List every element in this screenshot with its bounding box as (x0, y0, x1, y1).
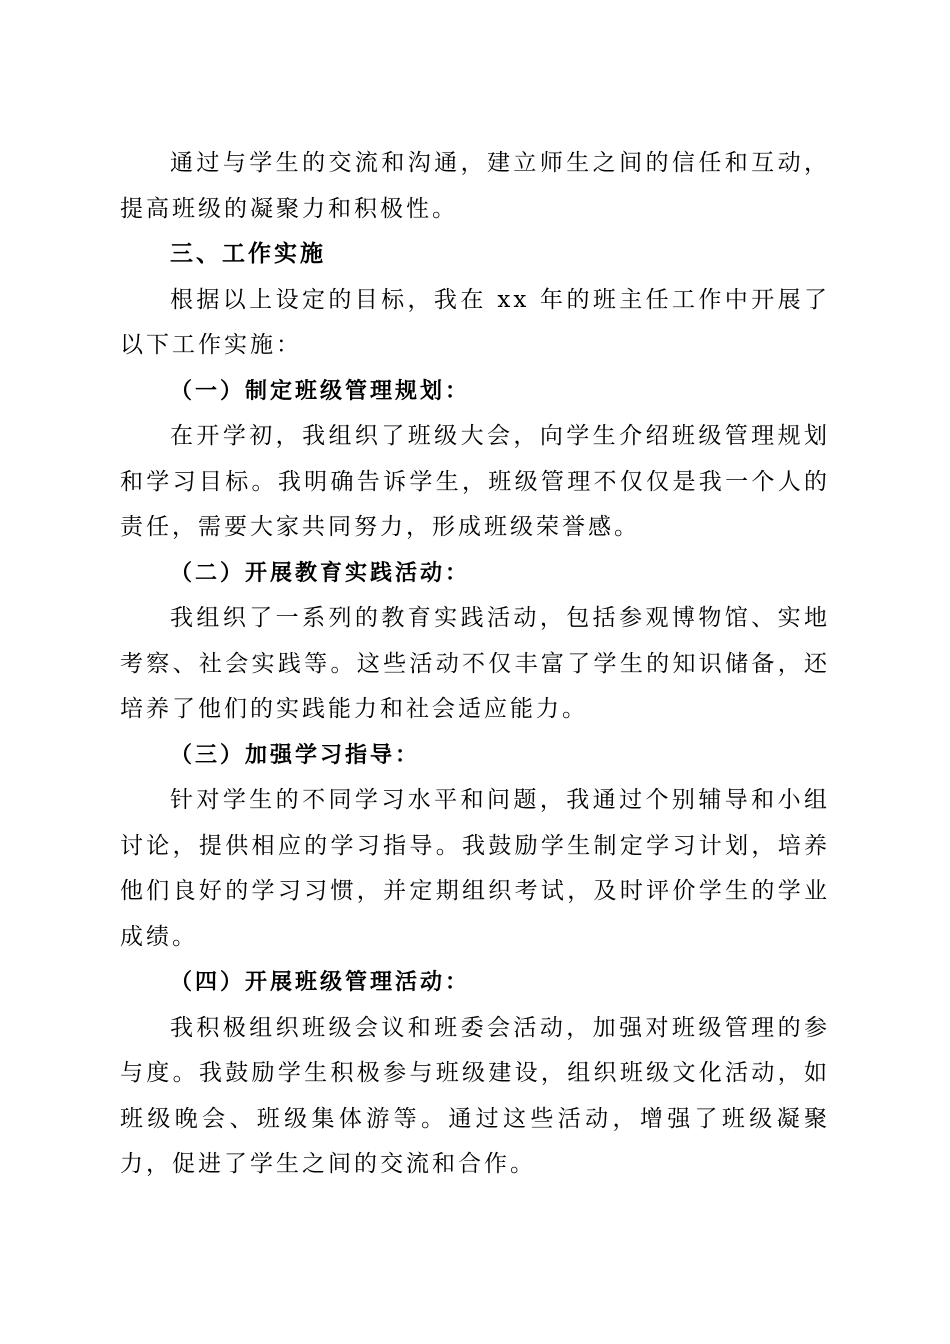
section-heading-work-implementation: 三、工作实施 (170, 241, 326, 267)
subheading-class-management-activities: （四）开展班级管理活动： (170, 969, 471, 995)
paragraph-class-management-plan: 在开学初，我组织了班级大会，向学生介绍班级管理规划和学习目标。我明确告诉学生，班级管理不仅仅是我一个人的责任，需要大家共同努力，形成班级荣誉感。 (120, 423, 830, 540)
paragraph-class-management-activities: 我积极组织班级会议和班委会活动，加强对班级管理的参与度。我鼓励学生积极参与班级建设，组织班级文化活动，如班级晚会、班级集体游等。通过这些活动，增强了班级凝聚力，促进了学生之间的交流和合作。 (120, 1014, 830, 1177)
subheading-study-guidance: （三）加强学习指导： (170, 741, 421, 768)
document-body (120, 141, 830, 1188)
paragraph-education-practice: 我组织了一系列的教育实践活动，包括参观博物馆、实地考察、社会实践等。这些活动不仅丰富了学生的知识储备，还培养了他们的实践能力和社会适应能力。 (120, 605, 830, 722)
paragraph-study-guidance: 针对学生的不同学习水平和问题，我通过个别辅导和小组讨论，提供相应的学习指导。我鼓励学生制定学习计划，培养他们良好的学习习惯，并定期组织考试，及时评价学生的学业成绩。 (120, 787, 830, 950)
paragraph-implementation-intro: 根据以上设定的目标，我在 xx 年的班主任工作中开展了以下工作实施： (120, 286, 830, 358)
subheading-class-management-plan: （一）制定班级管理规划： (170, 377, 471, 404)
subheading-education-practice: （二）开展教育实践活动： (170, 559, 471, 586)
paragraph-intro-continued: 通过与学生的交流和沟通，建立师生之间的信任和互动，提高班级的凝聚力和积极性。 (120, 150, 830, 222)
